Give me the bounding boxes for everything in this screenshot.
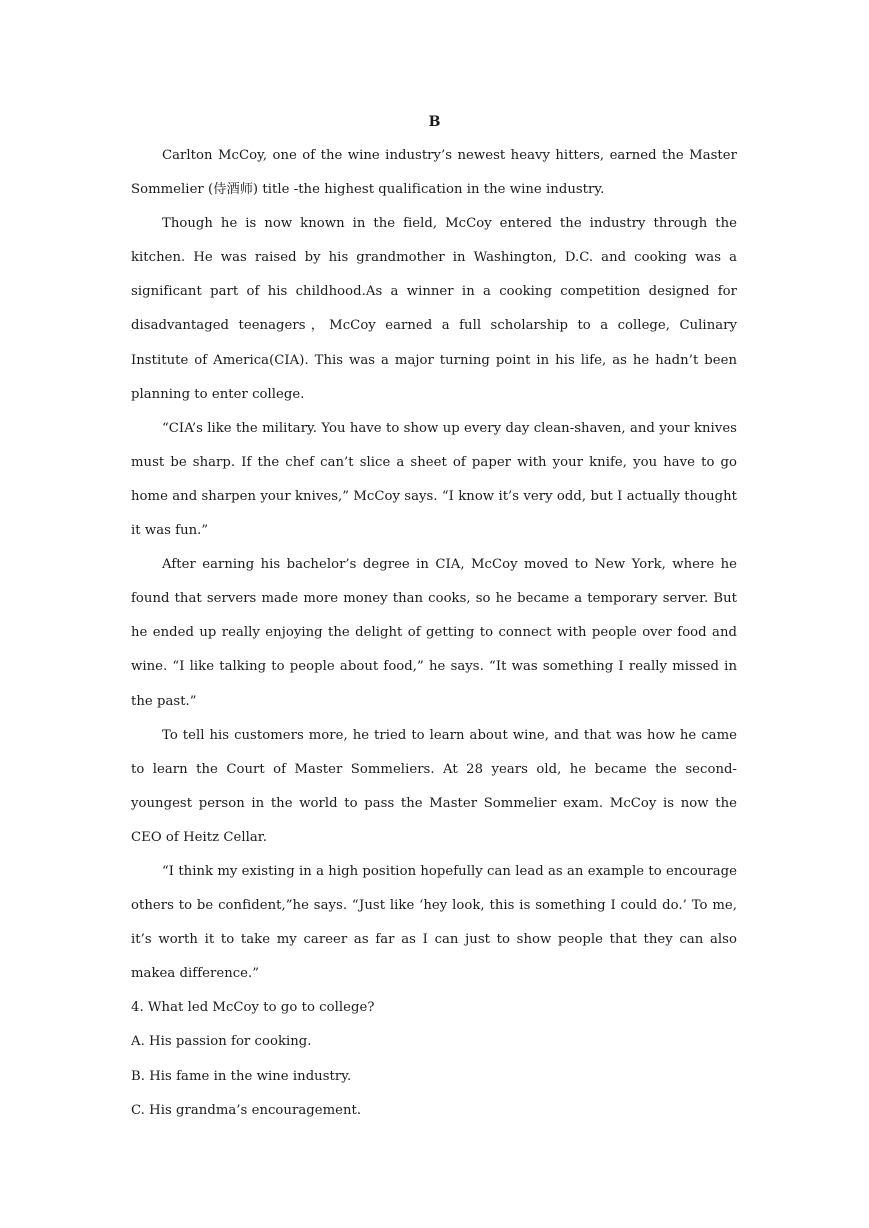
passage-body (131, 139, 737, 1128)
option-c: C. His grandma’s encouragement. (131, 1102, 362, 1118)
option-a: A. His passion for cooking. (131, 1034, 312, 1050)
paragraph-3: “CIA’s like the military. You have to show up every day clean-shaven, and your knives must be sharp. If the chef can’t slice a sheet of paper with your knife, you have to go home and sharpen your knives,” McCoy says. “I know it’s very odd, but I actually thought it was fun.” (131, 420, 737, 539)
paragraph-6: “I think my existing in a high position hopefully can lead as an example to encourage others to be confident,”he says. “Just like ‘hey look, this is something I could do.’ To me, it’s worth it to take my career as far as I can just to show people that they can also makea difference.” (131, 863, 737, 982)
paragraph-4: After earning his bachelor’s degree in CIA, McCoy moved to New York, where he found that servers made more money than cooks, so he became a temporary server. But he ended up really enjoying the delight of getting to connect with people over food and wine. “I like talking to people about food,” he says. “It was something I really missed in the past.” (131, 557, 737, 709)
option-b: B. His fame in the wine industry. (131, 1068, 352, 1084)
paragraph-2: Though he is now known in the field, McCoy entered the industry through the kitchen. He was raised by his grandmother in Washington, D.C. and cooking was a significant part of his childhood.As a winner in a cooking competition designed for disadvantaged teenagers，McCoy earned a full scholarship to a college, Culinary Institute of America(CIA). This was a major turning point in his life, as he hadn’t been planning to enter college. (131, 216, 737, 402)
paragraph-5: To tell his customers more, he tried to learn about wine, and that was how he came to learn the Court of Master Sommeliers. At 28 years old, he became the second-youngest person in the world to pass the Master Sommelier exam. McCoy is now the CEO of Heitz Cellar. (131, 727, 737, 845)
section-label: B (428, 114, 441, 130)
question-text: 4. What led McCoy to go to college? (131, 1000, 375, 1016)
paragraph-1: Carlton McCoy, one of the wine industry’s newest heavy hitters, earned the Master Sommelier (侍酒师) title -the highest qualification in the wine industry. (131, 148, 737, 198)
